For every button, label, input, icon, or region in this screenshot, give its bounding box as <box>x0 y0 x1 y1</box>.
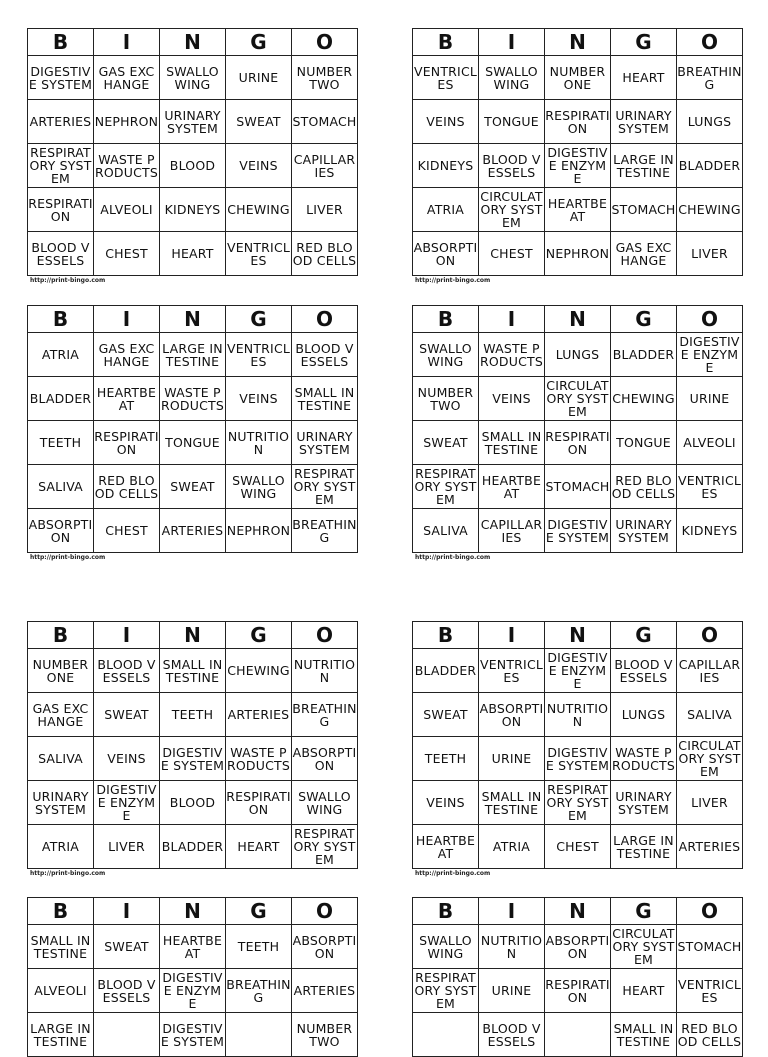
table-row <box>28 421 358 465</box>
bingo-cell <box>226 1013 292 1057</box>
bingo-cell: ATRIA <box>413 188 479 232</box>
bingo-cell: SMALL INTESTINE <box>28 925 94 969</box>
header-letter: I <box>94 29 160 56</box>
bingo-cell: ARTERIES <box>160 509 226 553</box>
bingo-cell: TONGUE <box>611 421 677 465</box>
bingo-cell: BLOOD VESSELS <box>94 969 160 1013</box>
bingo-cell: NUMBER TWO <box>413 377 479 421</box>
bingo-grid <box>412 897 743 1057</box>
bingo-cell: STOMACH <box>677 925 743 969</box>
bingo-cell: CHEST <box>545 825 611 869</box>
bingo-cell: ARTERIES <box>226 693 292 737</box>
bingo-cell: SWEAT <box>413 693 479 737</box>
bingo-cell: VENTRICLES <box>413 56 479 100</box>
table-row <box>413 188 743 232</box>
bingo-cell: ALVEOLI <box>28 969 94 1013</box>
bingo-cell: BREATHING <box>292 509 358 553</box>
bingo-cell: ABSORPTION <box>292 737 358 781</box>
bingo-card <box>412 621 743 877</box>
bingo-cell: VENTRICLES <box>479 649 545 693</box>
bingo-cell: TEETH <box>226 925 292 969</box>
bingo-cell: RESPIRATION <box>226 781 292 825</box>
bingo-cell: NUTRITION <box>226 421 292 465</box>
bingo-grid <box>412 28 743 276</box>
bingo-grid <box>412 621 743 869</box>
bingo-cell: SWEAT <box>94 925 160 969</box>
table-row <box>28 925 358 969</box>
bingo-cell: URINARY SYSTEM <box>611 509 677 553</box>
bingo-cell: RESPIRATORY SYSTEM <box>546 782 609 823</box>
bingo-cell: BLOOD VESSELS <box>479 1013 545 1057</box>
bingo-card <box>412 28 743 284</box>
bingo-cell: CIRCULATORY SYSTEM <box>612 926 675 967</box>
bingo-cell: DIGESTIVE ENZYME <box>545 144 611 188</box>
bingo-cell: RESPIRATION <box>94 421 160 465</box>
bingo-cell: NEPHRON <box>226 509 292 553</box>
header-letter: I <box>94 622 160 649</box>
table-row <box>28 693 358 737</box>
table-row <box>413 969 743 1013</box>
bingo-cell: RESPIRATION <box>545 969 611 1013</box>
bingo-cell: WASTE PRODUCTS <box>226 737 292 781</box>
header-letter: G <box>226 29 292 56</box>
bingo-card <box>27 897 358 1057</box>
bingo-cell: HEARTBEAT <box>413 825 479 869</box>
bingo-cell: WASTE PRODUCTS <box>160 377 226 421</box>
bingo-cell: LUNGS <box>611 693 677 737</box>
footer-url: http://print-bingo.com <box>30 554 106 561</box>
table-row <box>413 100 743 144</box>
header-letter: N <box>545 898 611 925</box>
bingo-cell: ARTERIES <box>28 100 94 144</box>
bingo-cell: URINARY SYSTEM <box>292 421 358 465</box>
bingo-cell: NUMBER TWO <box>292 1013 358 1057</box>
header-letter: N <box>545 622 611 649</box>
bingo-cell: DIGESTIVE SYSTEM <box>545 509 611 553</box>
header-letter: O <box>292 306 358 333</box>
table-row <box>413 781 743 825</box>
footer-url: http://print-bingo.com <box>30 277 106 284</box>
header-letter: O <box>292 29 358 56</box>
header-letter: B <box>413 898 479 925</box>
header-letter: N <box>160 306 226 333</box>
bingo-cell: NUMBER ONE <box>545 56 611 100</box>
header-letter: N <box>160 898 226 925</box>
bingo-cell: HEARTBEAT <box>94 377 160 421</box>
bingo-cell: SWEAT <box>94 693 160 737</box>
bingo-cell: CIRCULATORY SYSTEM <box>678 738 741 779</box>
bingo-cell: STOMACH <box>611 188 677 232</box>
bingo-cell: RESPIRATORY SYSTEM <box>293 466 356 507</box>
table-row <box>28 188 358 232</box>
bingo-cell: SWALLOWING <box>292 781 358 825</box>
table-row <box>28 377 358 421</box>
bingo-cell: BLADDER <box>611 333 677 377</box>
bingo-cell: RESPIRATION <box>545 100 611 144</box>
bingo-cell: GAS EXCHANGE <box>611 232 677 276</box>
bingo-cell: DIGESTIVE ENZYME <box>160 969 226 1013</box>
bingo-cell: VEINS <box>413 781 479 825</box>
bingo-cell: NUMBER ONE <box>28 649 94 693</box>
bingo-cell <box>413 1013 479 1057</box>
bingo-cell: LUNGS <box>677 100 743 144</box>
bingo-cell: ATRIA <box>28 333 94 377</box>
header-letter: I <box>94 898 160 925</box>
bingo-cell: VEINS <box>226 144 292 188</box>
bingo-grid <box>27 897 358 1057</box>
bingo-cell: ALVEOLI <box>94 188 160 232</box>
table-row <box>413 925 743 969</box>
bingo-cell: GAS EXCHANGE <box>94 333 160 377</box>
bingo-cell: LIVER <box>94 825 160 869</box>
header-row <box>413 29 743 56</box>
bingo-cell: WASTE PRODUCTS <box>94 144 160 188</box>
bingo-cell: ABSORPTION <box>413 232 479 276</box>
bingo-cell: RESPIRATION <box>28 188 94 232</box>
bingo-cell: VENTRICLES <box>677 465 743 509</box>
bingo-cell: TONGUE <box>160 421 226 465</box>
bingo-cell: SMALL INTESTINE <box>160 649 226 693</box>
bingo-cell: SMALL INTESTINE <box>611 1013 677 1057</box>
bingo-cell: URINE <box>479 969 545 1013</box>
bingo-cell: CHEST <box>94 509 160 553</box>
bingo-cell: BREATHING <box>677 56 743 100</box>
bingo-card <box>27 305 358 561</box>
table-row <box>413 144 743 188</box>
table-row <box>28 781 358 825</box>
bingo-cell: DIGESTIVE SYSTEM <box>160 1013 226 1057</box>
bingo-cell: VENTRICLES <box>226 232 292 276</box>
header-row <box>28 898 358 925</box>
table-row <box>28 825 358 869</box>
header-letter: B <box>413 622 479 649</box>
header-letter: O <box>677 306 743 333</box>
bingo-cell: TEETH <box>413 737 479 781</box>
bingo-cell: SMALL INTESTINE <box>479 781 545 825</box>
header-letter: B <box>413 29 479 56</box>
header-letter: G <box>226 898 292 925</box>
bingo-cell: SMALL INTESTINE <box>292 377 358 421</box>
bingo-cell: BLOOD VESSELS <box>611 649 677 693</box>
bingo-cell: LIVER <box>292 188 358 232</box>
table-row <box>28 1013 358 1057</box>
bingo-cell: DIGESTIVE ENZYME <box>545 649 611 693</box>
table-row <box>28 649 358 693</box>
header-letter: I <box>479 898 545 925</box>
table-row <box>413 232 743 276</box>
bingo-cell: CHEST <box>479 232 545 276</box>
bingo-cell: CHEWING <box>611 377 677 421</box>
bingo-cell: URINE <box>479 737 545 781</box>
bingo-cell: ATRIA <box>28 825 94 869</box>
bingo-card <box>27 28 358 284</box>
bingo-cell: CAPILLARIES <box>292 144 358 188</box>
header-letter: I <box>479 29 545 56</box>
bingo-cell: NUTRITION <box>479 925 545 969</box>
bingo-cell: DIGESTIVE SYSTEM <box>28 56 94 100</box>
bingo-cell: GAS EXCHANGE <box>28 693 94 737</box>
bingo-cell: LARGE INTESTINE <box>611 144 677 188</box>
bingo-cell: SWEAT <box>160 465 226 509</box>
bingo-cell: BLOOD VESSELS <box>28 232 94 276</box>
bingo-cell: LUNGS <box>545 333 611 377</box>
bingo-cell: RESPIRATORY SYSTEM <box>293 826 356 867</box>
bingo-grid <box>27 621 358 869</box>
table-row <box>413 737 743 781</box>
header-letter: B <box>28 622 94 649</box>
table-row <box>28 465 358 509</box>
bingo-cell: DIGESTIVE SYSTEM <box>160 737 226 781</box>
bingo-cell: ARTERIES <box>677 825 743 869</box>
bingo-cell: RESPIRATORY SYSTEM <box>414 970 477 1011</box>
bingo-cell: LARGE INTESTINE <box>28 1013 94 1057</box>
bingo-cell: BLADDER <box>160 825 226 869</box>
bingo-cell: URINE <box>677 377 743 421</box>
header-letter: N <box>545 29 611 56</box>
bingo-cell <box>94 1013 160 1057</box>
table-row <box>413 1013 743 1057</box>
header-letter: G <box>226 622 292 649</box>
bingo-cell: SMALL INTESTINE <box>479 421 545 465</box>
header-letter: G <box>611 306 677 333</box>
bingo-cell: RESPIRATORY SYSTEM <box>414 466 477 507</box>
bingo-cell: CHEWING <box>226 649 292 693</box>
bingo-cell: CHEWING <box>226 188 292 232</box>
footer-url: http://print-bingo.com <box>415 870 491 877</box>
bingo-cell: BLOOD VESSELS <box>292 333 358 377</box>
footer-url: http://print-bingo.com <box>415 277 491 284</box>
header-letter: O <box>677 29 743 56</box>
header-letter: I <box>479 622 545 649</box>
bingo-cell: DIGESTIVE ENZYME <box>94 781 160 825</box>
bingo-cell: ABSORPTION <box>479 693 545 737</box>
bingo-cell: RED BLOOD CELLS <box>94 465 160 509</box>
header-letter: I <box>94 306 160 333</box>
bingo-cell: NEPHRON <box>545 232 611 276</box>
bingo-cell: DIGESTIVE ENZYME <box>677 333 743 377</box>
bingo-cell: ABSORPTION <box>545 925 611 969</box>
bingo-cell: KIDNEYS <box>160 188 226 232</box>
bingo-cell: BLOOD <box>160 144 226 188</box>
header-row <box>28 29 358 56</box>
header-letter: O <box>677 622 743 649</box>
bingo-cell: ABSORPTION <box>28 509 94 553</box>
bingo-cell: DIGESTIVE SYSTEM <box>545 737 611 781</box>
bingo-grid <box>27 28 358 276</box>
bingo-cell: HEARTBEAT <box>545 188 611 232</box>
bingo-cell: RESPIRATORY SYSTEM <box>29 145 92 186</box>
bingo-cell: VEINS <box>413 100 479 144</box>
bingo-cell: TEETH <box>160 693 226 737</box>
table-row <box>28 144 358 188</box>
bingo-cell: RED BLOOD CELLS <box>292 232 358 276</box>
bingo-cell: SWALLOWING <box>160 56 226 100</box>
header-row <box>413 898 743 925</box>
header-letter: B <box>28 898 94 925</box>
bingo-cell: SWALLOWING <box>226 465 292 509</box>
table-row <box>28 100 358 144</box>
bingo-cell: ATRIA <box>479 825 545 869</box>
bingo-cell: NUMBER TWO <box>292 56 358 100</box>
bingo-cell: SWALLOWING <box>413 925 479 969</box>
header-letter: B <box>28 306 94 333</box>
bingo-cell: SWALLOWING <box>479 56 545 100</box>
bingo-grid <box>27 305 358 553</box>
header-letter: G <box>226 306 292 333</box>
bingo-cell: NEPHRON <box>94 100 160 144</box>
bingo-cell: URINARY SYSTEM <box>160 100 226 144</box>
header-row <box>413 306 743 333</box>
header-row <box>413 622 743 649</box>
table-row <box>28 737 358 781</box>
bingo-card <box>412 305 743 561</box>
table-row <box>413 649 743 693</box>
header-letter: N <box>160 29 226 56</box>
bingo-cell: STOMACH <box>545 465 611 509</box>
bingo-cell: CAPILLARIES <box>677 649 743 693</box>
bingo-cell: NUTRITION <box>292 649 358 693</box>
bingo-cell: HEART <box>226 825 292 869</box>
table-row <box>413 509 743 553</box>
bingo-cell: KIDNEYS <box>413 144 479 188</box>
bingo-cell: RESPIRATION <box>545 421 611 465</box>
header-letter: G <box>611 898 677 925</box>
header-row <box>28 306 358 333</box>
bingo-cell: CHEWING <box>677 188 743 232</box>
footer-url: http://print-bingo.com <box>30 870 106 877</box>
bingo-cell: BLOOD VESSELS <box>94 649 160 693</box>
bingo-cell: LIVER <box>677 781 743 825</box>
bingo-cell: ALVEOLI <box>677 421 743 465</box>
bingo-cell: WASTE PRODUCTS <box>611 737 677 781</box>
table-row <box>413 333 743 377</box>
bingo-cell: GAS EXCHANGE <box>94 56 160 100</box>
bingo-cell: BLADDER <box>413 649 479 693</box>
bingo-cell: HEART <box>611 56 677 100</box>
bingo-cell <box>545 1013 611 1057</box>
table-row <box>28 56 358 100</box>
bingo-cell: SWEAT <box>413 421 479 465</box>
bingo-cell: BLADDER <box>677 144 743 188</box>
bingo-grid <box>412 305 743 553</box>
bingo-cell: TEETH <box>28 421 94 465</box>
bingo-cell: BLADDER <box>28 377 94 421</box>
table-row <box>28 333 358 377</box>
bingo-cell: SALIVA <box>413 509 479 553</box>
bingo-cell: CIRCULATORY SYSTEM <box>480 189 543 230</box>
bingo-cell: URINE <box>226 56 292 100</box>
bingo-cell: URINARY SYSTEM <box>28 781 94 825</box>
bingo-cell: CIRCULATORY SYSTEM <box>546 378 609 419</box>
bingo-cell: NUTRITION <box>545 693 611 737</box>
table-row <box>28 509 358 553</box>
bingo-cell: URINARY SYSTEM <box>611 781 677 825</box>
bingo-cell: HEART <box>611 969 677 1013</box>
table-row <box>28 232 358 276</box>
header-letter: G <box>611 29 677 56</box>
header-letter: G <box>611 622 677 649</box>
table-row <box>413 421 743 465</box>
bingo-cell: STOMACH <box>292 100 358 144</box>
bingo-cell: ABSORPTION <box>292 925 358 969</box>
header-letter: B <box>28 29 94 56</box>
bingo-cell: SWEAT <box>226 100 292 144</box>
table-row <box>413 377 743 421</box>
bingo-card <box>412 897 743 1057</box>
table-row <box>28 969 358 1013</box>
header-row <box>28 622 358 649</box>
bingo-cell: VENTRICLES <box>226 333 292 377</box>
bingo-cell: BLOOD <box>160 781 226 825</box>
header-letter: O <box>292 898 358 925</box>
bingo-cell: CHEST <box>94 232 160 276</box>
bingo-cell: VENTRICLES <box>677 969 743 1013</box>
bingo-cell: WASTE PRODUCTS <box>479 333 545 377</box>
bingo-card <box>27 621 358 877</box>
bingo-cell: SALIVA <box>28 737 94 781</box>
bingo-cell: RED BLOOD CELLS <box>611 465 677 509</box>
bingo-cell: CAPILLARIES <box>479 509 545 553</box>
bingo-cell: VEINS <box>479 377 545 421</box>
header-letter: I <box>479 306 545 333</box>
footer-url: http://print-bingo.com <box>415 554 491 561</box>
bingo-cell: HEARTBEAT <box>479 465 545 509</box>
bingo-cell: SALIVA <box>677 693 743 737</box>
bingo-cell: HEARTBEAT <box>160 925 226 969</box>
bingo-cell: BREATHING <box>226 969 292 1013</box>
bingo-cell: LARGE INTESTINE <box>611 825 677 869</box>
bingo-cell: LARGE INTESTINE <box>160 333 226 377</box>
header-letter: N <box>545 306 611 333</box>
bingo-cell: HEART <box>160 232 226 276</box>
bingo-cell: KIDNEYS <box>677 509 743 553</box>
header-letter: N <box>160 622 226 649</box>
bingo-cell: SALIVA <box>28 465 94 509</box>
table-row <box>413 465 743 509</box>
bingo-cell: LIVER <box>677 232 743 276</box>
table-row <box>413 693 743 737</box>
header-letter: O <box>292 622 358 649</box>
table-row <box>413 825 743 869</box>
bingo-cell: BREATHING <box>292 693 358 737</box>
header-letter: O <box>677 898 743 925</box>
bingo-cell: URINARY SYSTEM <box>611 100 677 144</box>
bingo-cell: ARTERIES <box>292 969 358 1013</box>
bingo-cell: BLOOD VESSELS <box>479 144 545 188</box>
bingo-cell: VEINS <box>94 737 160 781</box>
header-letter: B <box>413 306 479 333</box>
bingo-cell: VEINS <box>226 377 292 421</box>
table-row <box>413 56 743 100</box>
bingo-cell: SWALLOWING <box>413 333 479 377</box>
bingo-cell: RED BLOOD CELLS <box>677 1013 743 1057</box>
bingo-cell: TONGUE <box>479 100 545 144</box>
